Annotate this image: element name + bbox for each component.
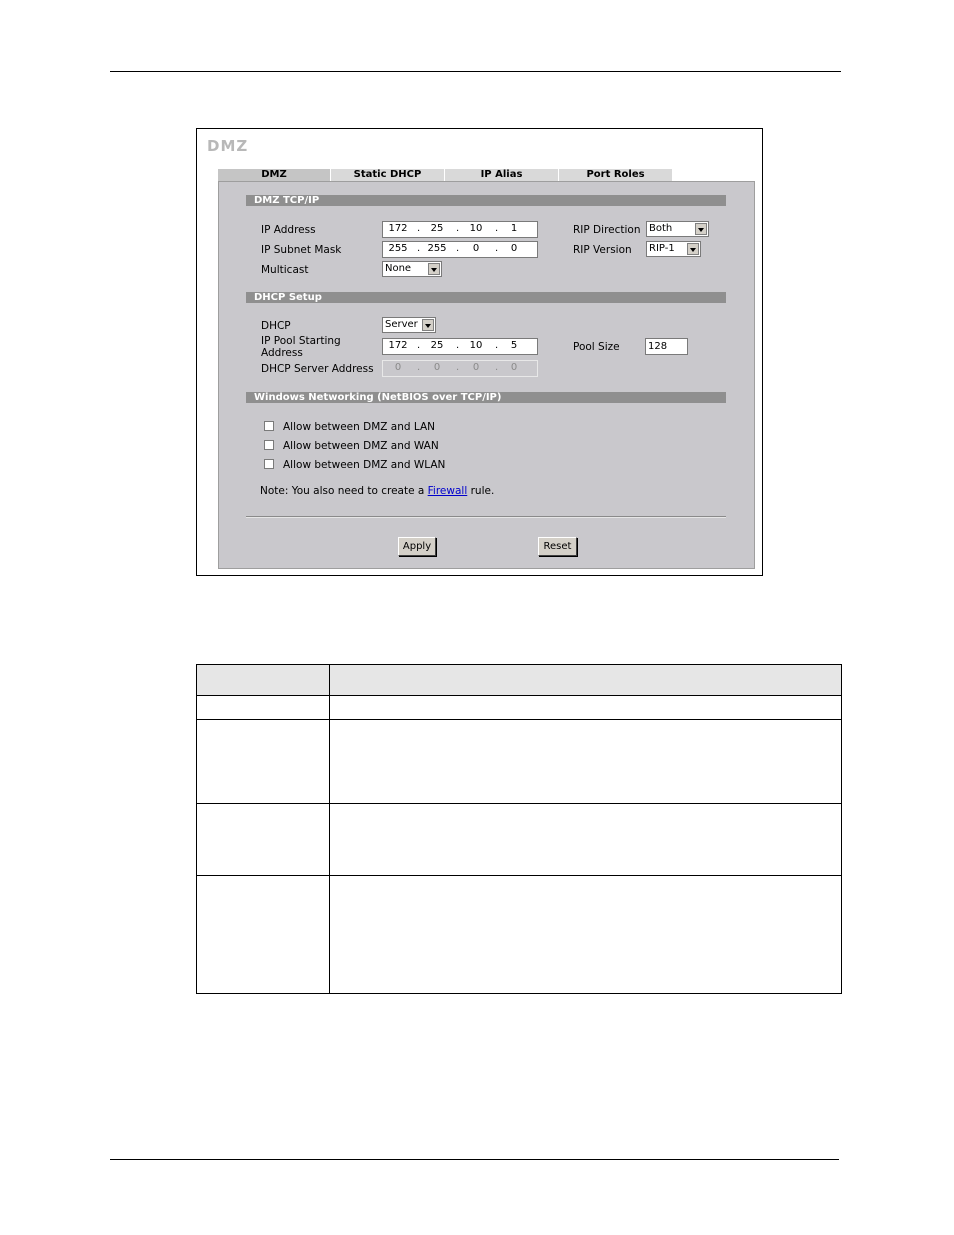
allow-dmz-lan-checkbox[interactable]: [264, 421, 274, 431]
multicast-select[interactable]: [382, 261, 442, 277]
table-cell: [197, 696, 330, 720]
table-header-cell: [330, 665, 842, 696]
allow-dmz-lan-label: Allow between DMZ and LAN: [283, 421, 436, 433]
table-row: [197, 876, 842, 994]
table-cell: [330, 804, 842, 876]
pool-start-label-line2: Address: [261, 347, 303, 359]
table-cell: [197, 804, 330, 876]
table-cell: [330, 720, 842, 804]
allow-dmz-wlan-checkbox[interactable]: [264, 459, 274, 469]
chevron-down-icon[interactable]: [422, 319, 434, 331]
tab-ip-alias[interactable]: IP Alias: [445, 168, 559, 181]
subnet-mask-field[interactable]: 255 . 255 . 0 . 0: [382, 241, 538, 258]
ip-octet-3[interactable]: 10: [469, 223, 483, 234]
firewall-link[interactable]: Firewall: [427, 485, 468, 497]
table-row: [197, 720, 842, 804]
pool-octet-4[interactable]: 5: [510, 340, 518, 351]
table-cell: [197, 876, 330, 994]
table-cell: [330, 876, 842, 994]
field-description-table: [196, 664, 842, 994]
pool-octet-1[interactable]: 172: [388, 340, 408, 351]
rip-version-select[interactable]: [646, 241, 701, 257]
section-header-tcpip: DMZ TCP/IP: [246, 195, 726, 206]
ip-octet-1[interactable]: 172: [388, 223, 408, 234]
allow-dmz-wan-checkbox[interactable]: [264, 440, 274, 450]
pool-size-input[interactable]: 128: [645, 338, 688, 355]
firewall-note: [260, 485, 494, 497]
page-title: DMZ: [207, 137, 249, 155]
table-row: [197, 804, 842, 876]
ip-octet-2[interactable]: 25: [430, 223, 444, 234]
table-header-row: [197, 665, 842, 696]
subnet-octet-4[interactable]: 0: [510, 243, 518, 254]
rip-direction-select[interactable]: [646, 221, 709, 237]
dhcp-server-address-field: 0 . 0 . 0 . 0: [382, 360, 538, 377]
section-header-netbios: Windows Networking (NetBIOS over TCP/IP): [246, 392, 726, 403]
tab-port-roles[interactable]: Port Roles: [559, 168, 673, 181]
ip-octet-4[interactable]: 1: [510, 223, 518, 234]
chevron-down-icon[interactable]: [687, 243, 699, 255]
pool-start-label-line1: IP Pool Starting: [261, 335, 341, 347]
table-cell: [197, 720, 330, 804]
dhcp-select[interactable]: [382, 317, 436, 333]
page-header-rule: [110, 71, 841, 72]
allow-dmz-wlan-label: Allow between DMZ and WLAN: [283, 459, 446, 471]
page-footer-rule: [110, 1159, 839, 1160]
dmz-screen: [196, 128, 763, 576]
chevron-down-icon[interactable]: [428, 263, 440, 275]
server-octet-4: 0: [510, 362, 518, 373]
divider: [246, 516, 726, 518]
multicast-value: None: [385, 263, 412, 274]
subnet-mask-label: IP Subnet Mask: [261, 244, 342, 256]
server-octet-2: 0: [433, 362, 441, 373]
allow-dmz-wan-label: Allow between DMZ and WAN: [283, 440, 439, 452]
tab-dmz[interactable]: DMZ: [218, 168, 331, 181]
note-suffix: rule.: [467, 485, 495, 497]
server-octet-1: 0: [394, 362, 402, 373]
table-header-cell: [197, 665, 330, 696]
dhcp-label: DHCP: [261, 320, 291, 332]
reset-button[interactable]: Reset: [538, 537, 577, 556]
rip-version-value: RIP-1: [649, 243, 675, 254]
table-cell: [330, 696, 842, 720]
subnet-octet-2[interactable]: 255: [427, 243, 447, 254]
table-row: [197, 696, 842, 720]
pool-octet-2[interactable]: 25: [430, 340, 444, 351]
subnet-octet-1[interactable]: 255: [388, 243, 408, 254]
pool-size-label: Pool Size: [573, 341, 620, 353]
note-prefix: Note: You also need to create a: [260, 485, 428, 497]
rip-version-label: RIP Version: [573, 244, 632, 256]
multicast-label: Multicast: [261, 264, 309, 276]
ip-address-field[interactable]: 172 . 25 . 10 . 1: [382, 221, 538, 238]
chevron-down-icon[interactable]: [695, 223, 707, 235]
section-header-dhcp: DHCP Setup: [246, 292, 726, 303]
server-octet-3: 0: [472, 362, 480, 373]
rip-direction-label: RIP Direction: [573, 224, 641, 236]
pool-start-field[interactable]: 172 . 25 . 10 . 5: [382, 338, 538, 355]
dhcp-value: Server: [385, 319, 418, 330]
pool-octet-3[interactable]: 10: [469, 340, 483, 351]
dhcp-server-address-label: DHCP Server Address: [261, 363, 374, 375]
tab-static-dhcp[interactable]: Static DHCP: [331, 168, 445, 181]
apply-button[interactable]: Apply: [398, 537, 436, 556]
dmz-panel: [218, 181, 755, 569]
ip-address-label: IP Address: [261, 224, 316, 236]
subnet-octet-3[interactable]: 0: [472, 243, 480, 254]
rip-direction-value: Both: [649, 223, 673, 234]
